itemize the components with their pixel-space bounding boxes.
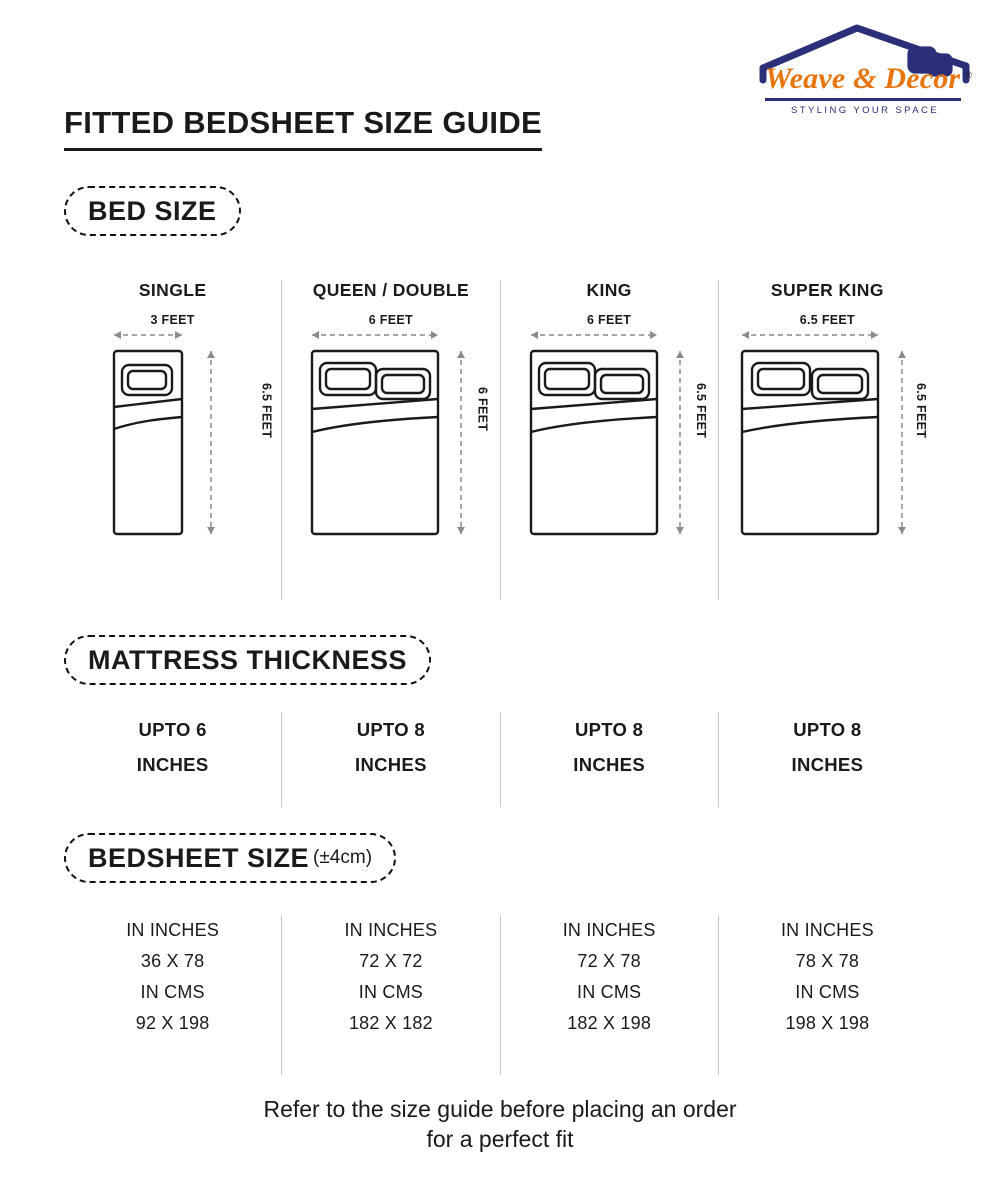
bed-column-title: SUPER KING: [770, 280, 884, 300]
mattress-thickness-columns: [64, 712, 936, 807]
bedsheet-column-single: [64, 915, 281, 1075]
bed-size-columns: [64, 280, 936, 600]
page-title: FITTED BEDSHEET SIZE GUIDE: [64, 105, 542, 151]
inches-label: IN INCHES: [562, 920, 656, 940]
bed-length-label: 6 FEET: [475, 387, 490, 432]
bed-diagram-super-king: [719, 313, 936, 573]
mattress-column-single: [64, 712, 281, 807]
bed-width-label: 6.5 FEET: [799, 313, 855, 327]
registered-mark: ®: [965, 70, 972, 80]
logo-divider: [765, 98, 961, 101]
inches-label: IN INCHES: [126, 920, 220, 940]
bed-diagram-queen-double: [282, 313, 499, 573]
section-label-bed-size: BED SIZE: [88, 195, 217, 226]
mattress-value-line1: UPTO 6: [138, 719, 207, 740]
cms-value: 182 X 198: [567, 1012, 652, 1033]
mattress-value-line2: INCHES: [136, 754, 209, 776]
mattress-value-line1: UPTO 8: [356, 719, 426, 740]
mattress-value-line1: UPTO 8: [793, 719, 862, 740]
mattress-value-line2: INCHES: [573, 754, 645, 776]
cms-label: IN CMS: [140, 981, 205, 1002]
footer-line-1: Refer to the size guide before placing an order: [263, 1096, 737, 1122]
bedsheet-column-queen-double: [281, 915, 499, 1075]
inches-value: 72 X 72: [359, 950, 423, 971]
bed-width-label: 6 FEET: [368, 313, 413, 327]
cms-value: 198 X 198: [785, 1012, 870, 1033]
bed-column-title: KING: [586, 280, 632, 300]
brand-name: Weave & Decor: [765, 62, 961, 95]
bed-column-title: SINGLE: [138, 280, 207, 300]
brand-logo: [757, 22, 972, 127]
section-label-mattress-thickness: MATTRESS THICKNESS: [88, 644, 408, 675]
mattress-column-king: [500, 712, 718, 807]
section-header-bed-size: [64, 186, 241, 236]
bed-width-label: 6 FEET: [587, 313, 632, 327]
bed-column-super-king: [718, 280, 936, 600]
bedsheet-size-tolerance: (±4cm): [313, 847, 373, 868]
inches-label: IN INCHES: [780, 920, 874, 940]
cms-label: IN CMS: [577, 981, 642, 1002]
bedsheet-column-king: [500, 915, 718, 1075]
mattress-value-line1: UPTO 8: [574, 719, 644, 740]
bed-diagram-single: [64, 313, 281, 573]
mattress-column-super-king: [718, 712, 936, 807]
bed-width-label: 3 FEET: [150, 313, 195, 327]
mattress-value-line2: INCHES: [791, 754, 864, 776]
footer-line-2: for a perfect fit: [426, 1125, 574, 1152]
cms-label: IN CMS: [795, 981, 860, 1002]
bed-length-label: 6.5 FEET: [914, 383, 928, 439]
inches-value: 36 X 78: [140, 950, 205, 971]
cms-label: IN CMS: [358, 981, 423, 1002]
inches-value: 72 X 78: [577, 950, 641, 971]
bedsheet-size-columns: [64, 915, 936, 1075]
cms-value: 182 X 182: [348, 1012, 433, 1033]
bed-length-label: 6.5 FEET: [259, 383, 274, 439]
section-header-bedsheet-size: [64, 833, 396, 883]
bed-column-queen-double: [281, 280, 499, 600]
mattress-column-queen-double: [281, 712, 499, 807]
inches-value: 78 X 78: [795, 950, 860, 971]
mattress-value-line2: INCHES: [355, 754, 427, 776]
inches-label: IN INCHES: [344, 920, 438, 940]
section-label-bedsheet-size: BEDSHEET SIZE: [88, 842, 310, 873]
bed-length-label: 6.5 FEET: [693, 383, 708, 439]
bed-column-king: [500, 280, 718, 600]
brand-tagline: STYLING YOUR SPACE: [791, 105, 939, 116]
footer-note: [0, 1095, 1000, 1155]
section-header-mattress-thickness: [64, 635, 431, 685]
bed-column-title: QUEEN / DOUBLE: [312, 280, 470, 300]
bed-column-single: [64, 280, 281, 600]
bed-diagram-king: [501, 313, 718, 573]
cms-value: 92 X 198: [135, 1012, 210, 1033]
bedsheet-column-super-king: [718, 915, 936, 1075]
